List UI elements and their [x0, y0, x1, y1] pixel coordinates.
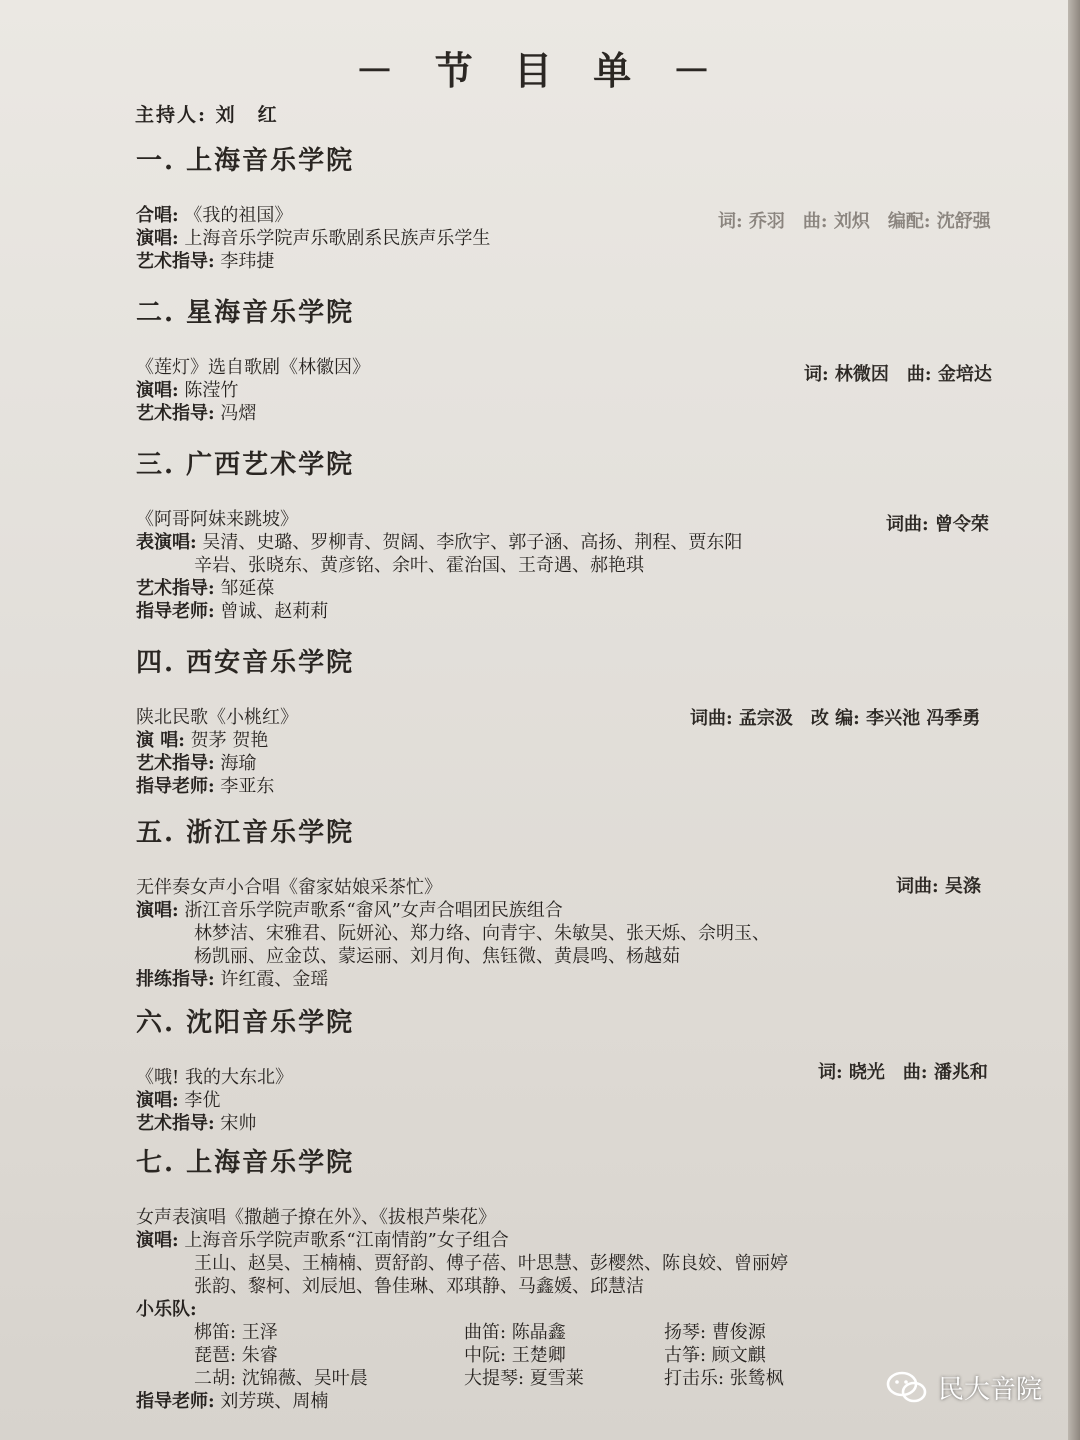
section-heading: 六. 沈阳音乐学院	[136, 1008, 355, 1038]
credit-line: 词曲: 曾令荣	[886, 514, 989, 535]
page-title: － 节 目 单 －	[355, 48, 725, 93]
program-line: 演唱: 浙江音乐学院声歌系“畲风”女声合唱团民族组合	[136, 900, 563, 921]
credit-line: 词: 乔羽 曲: 刘炽 编配: 沈舒强	[718, 211, 991, 232]
program-line: 《哦! 我的大东北》	[136, 1067, 293, 1088]
watermark	[886, 1369, 1042, 1406]
program-line: 指导老师: 刘芳瑛、周楠	[136, 1391, 329, 1412]
section-heading: 三. 广西艺术学院	[136, 450, 355, 480]
section-heading: 二. 星海音乐学院	[136, 298, 355, 328]
band-row: 二胡: 沈锦薇、吴叶晨 大提琴: 夏雪莱 打击乐: 张鸶枫	[194, 1368, 784, 1389]
section-heading: 一. 上海音乐学院	[136, 146, 355, 176]
credit-line: 词曲: 孟宗汲 改 编: 李兴池 冯季勇	[690, 708, 981, 729]
credit-line: 词曲: 吴涤	[896, 876, 981, 897]
program-line: 王山、赵昊、王楠楠、贾舒韵、傅子蓓、叶思慧、彭樱然、陈良姣、曾丽婷	[194, 1253, 788, 1274]
program-line: 合唱: 《我的祖国》	[136, 205, 293, 226]
program-section-7	[136, 1146, 1016, 1413]
band-row: 琵琶: 朱睿 中阮: 王楚卿 古筝: 顾文麒	[194, 1345, 766, 1366]
program-line: 指导老师: 曾诚、赵莉莉	[136, 601, 329, 622]
program-line: 演唱: 李优	[136, 1090, 221, 1111]
credit-line: 词: 林微因 曲: 金培达	[804, 364, 992, 385]
section-heading: 四. 西安音乐学院	[136, 648, 355, 678]
program-line: 《阿哥阿妹来跳坡》	[136, 509, 298, 530]
program-line: 艺术指导: 邹延葆	[136, 578, 275, 599]
program-line: 排练指导: 许红霞、金瑶	[136, 969, 329, 990]
program-line: 张韵、黎柯、刘辰旭、鲁佳琳、邓琪静、马鑫媛、邱慧洁	[194, 1276, 644, 1297]
program-line: 陕北民歌《小桃红》	[136, 707, 298, 728]
program-line: 演唱: 陈滢竹	[136, 380, 239, 401]
band-label: 小乐队:	[136, 1299, 197, 1320]
program-line: 艺术指导: 冯熠	[136, 403, 257, 424]
page-fold-edge	[1068, 0, 1080, 1440]
section-heading: 七. 上海音乐学院	[136, 1148, 355, 1178]
program-line: 女声表演唱《撒趟子撩在外》、《拔根芦柴花》	[136, 1207, 496, 1228]
host-line: 主持人: 刘 红	[135, 104, 279, 126]
program-line: 演唱: 上海音乐学院声歌系“江南情韵”女子组合	[136, 1230, 509, 1251]
wechat-icon	[886, 1370, 928, 1406]
program-line: 演 唱: 贺茅 贺艳	[136, 730, 269, 751]
band-row: 梆笛: 王泽 曲笛: 陈晶鑫 扬琴: 曹俊源	[194, 1322, 766, 1343]
program-line: 林梦洁、宋雅君、阮妍沁、郑力络、向青宇、朱敏昊、张天烁、佘明玉、	[194, 923, 770, 944]
program-line: 艺术指导: 李玮捷	[136, 251, 275, 272]
program-line: 无伴奏女声小合唱《畲家姑娘采茶忙》	[136, 877, 442, 898]
credit-line: 词: 晓光 曲: 潘兆和	[818, 1062, 988, 1083]
program-line: 指导老师: 李亚东	[136, 776, 275, 797]
program-line: 杨凯丽、应金苡、蒙运丽、刘月侚、焦钰微、黄晨鸣、杨越茹	[194, 946, 680, 967]
program-line: 辛岩、张晓东、黄彦铭、余叶、霍治国、王奇遇、郝艳琪	[194, 555, 644, 576]
program-line: 演唱: 上海音乐学院声乐歌剧系民族声乐学生	[136, 228, 491, 249]
program-line: 艺术指导: 宋帅	[136, 1113, 257, 1134]
program-line: 艺术指导: 海瑜	[136, 753, 257, 774]
program-section-5	[136, 816, 1016, 991]
program-line: 《莲灯》选自歌剧《林徽因》	[136, 357, 370, 378]
program-line: 表演唱: 吴清、史璐、罗柳青、贺阔、李欣宇、郭子涵、高扬、荆程、贾东阳	[136, 532, 743, 553]
section-heading: 五. 浙江音乐学院	[136, 818, 355, 848]
program-section-3	[136, 448, 1016, 623]
watermark-text: 民大音院	[937, 1375, 1042, 1405]
